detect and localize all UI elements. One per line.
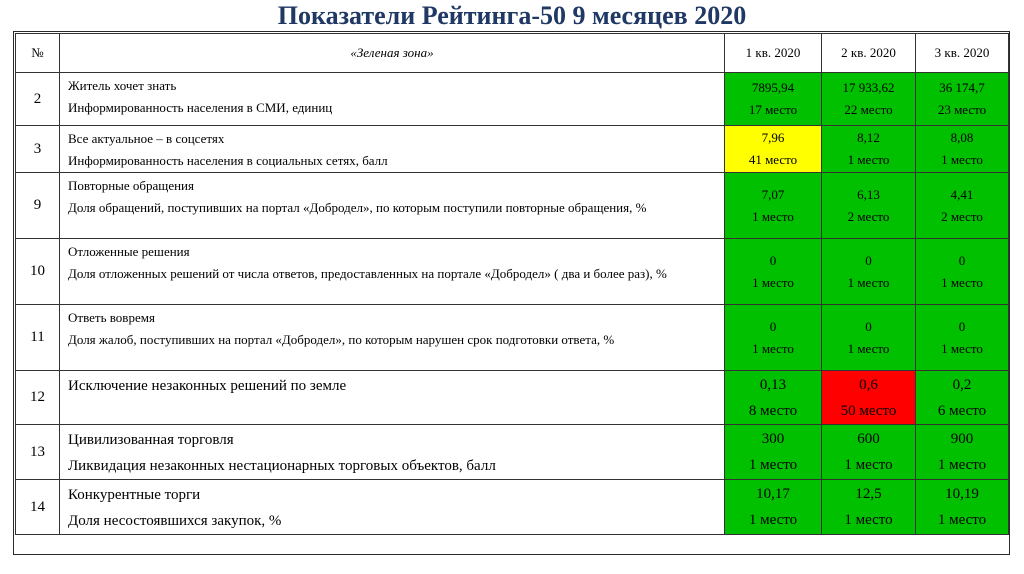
q1-place: 1 место (748, 457, 798, 473)
q3-place: 1 место (941, 274, 983, 290)
q1-place: 1 место (752, 208, 794, 224)
q1-place: 1 место (748, 512, 798, 528)
q2-place: 1 место (847, 152, 890, 167)
q3-value: 36 174,7 (939, 80, 985, 95)
q2-place: 50 место (840, 402, 897, 419)
q3-value: 900 (950, 431, 974, 447)
q3-value: 4,41 (950, 186, 974, 202)
header-q1: 1 кв. 2020 (725, 34, 822, 73)
rating-table (15, 33, 1009, 535)
indicator-description: Информированность населения в социальных сетях, балл (68, 153, 388, 168)
indicator-cell (60, 425, 725, 480)
header-q3: 3 кв. 2020 (916, 34, 1009, 73)
q3-value: 0 (958, 318, 966, 334)
q1-value: 0,13 (759, 376, 787, 393)
q2-cell (822, 305, 916, 371)
q2-value: 12,5 (855, 486, 882, 502)
q1-cell (725, 239, 822, 305)
q1-place: 1 место (752, 340, 794, 356)
q2-value: 17 933,62 (842, 80, 895, 95)
indicator-title: Конкурентные торги (68, 487, 201, 503)
page-title: Показатели Рейтинга-50 9 месяцев 2020 (277, 1, 747, 30)
indicator-description: Доля отложенных решений от числа ответов, предоставленных на портале «Добродел» ( два и более раз), % (68, 266, 667, 281)
q2-place: 22 место (844, 102, 893, 117)
q3-cell (916, 425, 1009, 480)
table-row (16, 425, 1009, 480)
indicator-title: Все актуальное – в соцсетях (68, 131, 225, 146)
q2-value: 0 (865, 318, 872, 334)
q3-value: 10,19 (945, 486, 979, 502)
q3-place: 6 место (937, 402, 987, 419)
table-header-row (16, 34, 1009, 73)
q2-place: 1 место (847, 340, 890, 356)
indicator-cell (60, 239, 725, 305)
table-row (16, 480, 1009, 535)
row-number: 13 (16, 425, 60, 480)
header-zone: «Зеленая зона» (60, 34, 725, 73)
q2-cell (822, 73, 916, 126)
row-number: 12 (16, 371, 60, 425)
table-row (16, 173, 1009, 239)
indicator-title: Ответь вовремя (68, 310, 155, 325)
table-row (16, 239, 1009, 305)
header-num: № (16, 34, 60, 73)
q3-place: 1 место (941, 152, 983, 167)
q2-value: 8,12 (857, 130, 880, 145)
q1-cell (725, 425, 822, 480)
indicator-description: Доля несостоявшихся закупок, % (68, 513, 282, 529)
q3-cell (916, 371, 1009, 425)
q2-cell (822, 239, 916, 305)
q1-cell (725, 305, 822, 371)
q3-cell (916, 480, 1009, 535)
row-number: 2 (16, 73, 60, 126)
q2-cell (822, 371, 916, 425)
indicator-title: Житель хочет знать (68, 78, 177, 93)
q3-cell (916, 173, 1009, 239)
row-number: 11 (16, 305, 60, 371)
row-number: 14 (16, 480, 60, 535)
indicator-description: Информированность населения в СМИ, единиц (68, 100, 333, 115)
indicator-cell (60, 73, 725, 126)
row-number: 3 (16, 126, 60, 173)
table-row (16, 126, 1009, 173)
q3-value: 8,08 (950, 130, 974, 145)
indicator-cell (60, 126, 725, 173)
table-row (16, 371, 1009, 425)
q1-value: 7,96 (761, 130, 785, 145)
indicator-description: Доля жалоб, поступивших на портал «Добродел», по которым нарушен срок подготовки ответа, % (68, 332, 615, 347)
q3-place: 23 место (937, 102, 987, 117)
indicator-cell (60, 173, 725, 239)
q1-place: 17 место (748, 102, 798, 117)
q3-place: 1 место (937, 457, 987, 473)
q1-place: 8 место (748, 402, 798, 419)
indicator-cell (60, 480, 725, 535)
q1-cell (725, 480, 822, 535)
q3-cell (916, 126, 1009, 173)
q3-value: 0 (958, 252, 966, 268)
indicator-title: Исключение незаконных решений по земле (68, 378, 347, 394)
indicator-description: Ликвидация незаконных нестационарных торговых объектов, балл (68, 458, 496, 474)
header-q2: 2 кв. 2020 (822, 34, 916, 73)
indicator-title: Отложенные решения (68, 244, 190, 259)
q1-value: 0 (769, 252, 777, 268)
q2-cell (822, 480, 916, 535)
q1-cell (725, 173, 822, 239)
q2-place: 2 место (847, 208, 890, 224)
q3-value: 0,2 (952, 376, 972, 393)
q3-place: 1 место (941, 340, 983, 356)
indicator-title: Цивилизованная торговля (68, 432, 234, 448)
q1-value: 7895,94 (751, 80, 795, 95)
indicator-cell (60, 305, 725, 371)
table-row (16, 73, 1009, 126)
q3-place: 1 место (937, 512, 987, 528)
q2-cell (822, 126, 916, 173)
table-row (16, 305, 1009, 371)
q3-cell (916, 73, 1009, 126)
q2-value: 0 (865, 252, 872, 268)
q2-place: 1 место (847, 274, 890, 290)
row-number: 10 (16, 239, 60, 305)
q1-cell (725, 126, 822, 173)
q1-value: 300 (761, 431, 785, 447)
q1-value: 7,07 (761, 186, 785, 202)
q2-value: 6,13 (857, 186, 880, 202)
indicator-title: Повторные обращения (68, 178, 194, 193)
q3-cell (916, 305, 1009, 371)
q1-value: 10,17 (756, 486, 790, 502)
q2-cell (822, 425, 916, 480)
q2-value: 0,6 (859, 376, 878, 393)
q2-place: 1 место (844, 457, 893, 473)
indicator-description: Доля обращений, поступивших на портал «Добродел», по которым поступили повторные обращения, % (68, 200, 647, 215)
q3-place: 2 место (941, 208, 983, 224)
q1-value: 0 (769, 318, 777, 334)
q1-place: 41 место (748, 152, 798, 167)
indicator-cell (60, 371, 725, 425)
row-number: 9 (16, 173, 60, 239)
q2-place: 1 место (844, 512, 893, 528)
q3-cell (916, 239, 1009, 305)
q2-cell (822, 173, 916, 239)
q1-cell (725, 371, 822, 425)
q2-value: 600 (857, 431, 880, 447)
q1-cell (725, 73, 822, 126)
q1-place: 1 место (752, 274, 794, 290)
